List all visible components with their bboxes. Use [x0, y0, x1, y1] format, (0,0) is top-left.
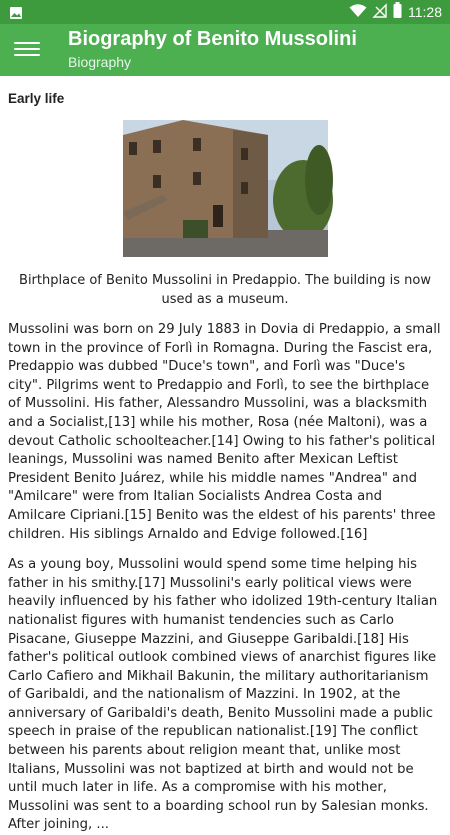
page-title: Biography of Benito Mussolini: [68, 28, 357, 50]
paragraph: Mussolini was born on 29 July 1883 in Dovia di Predappio, a small town in the province of Forlì in Romagna. During the Fascist era, Predappio was dubbed "Duce's town", and Forlì was "Duce's city". Pilgrims went to Predappio and Forlì, to see the birthplace of Mussolini. His father, Alessandro Mussolini, was a blacksmith and a Socialist,[13] while his mother, Rosa (née Maltoni), was a devout Catholic schoolteacher.[14] Owing to his father's political leanings, Mussolini was named Benito after Mexican Leftist President Benito Juárez, while his middle names "Andrea" and "Amilcare" were from Italian Socialists Andrea Costa and Amilcare Cipriani.[15] Benito was the eldest of his parents' three children. His siblings Arnaldo and Edvige followed.[16]: [8, 322, 441, 542]
status-bar: [0, 0, 450, 24]
paragraph: As a young boy, Mussolini would spend some time helping his father in his smithy.[17] Mussolini's early political views were heavily influenced by his father who idolized 19th-century Italian nationalist figures with humanist tendencies such as Carlo Pisacane, Giuseppe Mazzini, and Giuseppe Garibaldi.[18] His father's political outlook combined views of anarchist figures like Carlo Cafiero and Mikhail Bakunin, the military authoritarianism of Garibaldi, and the nationalism of Mazzini. In 1902, at the anniversary of Garibaldi's death, Benito Mussolini made a public speech in praise of the republican nationalist.[19] The conflict between his parents about religion meant that, unlike most Italians, Mussolini was not baptized at birth and would not be until much later in life. As a compromise with his mother, Mussolini was sent to a boarding school run by Salesian monks. After joining, ...: [8, 557, 438, 833]
app-bar: [0, 24, 450, 76]
clock-time: 11:28: [408, 4, 442, 20]
hamburger-menu-icon[interactable]: [14, 38, 40, 62]
wifi-icon: [349, 3, 367, 22]
no-signal-icon: [373, 3, 387, 22]
battery-icon: [393, 2, 402, 22]
image-caption: Birthplace of Benito Mussolini in Predappio. The building is now used as a museum.: [19, 273, 431, 307]
section-heading: Early life: [8, 91, 65, 106]
page-subtitle: Biography: [68, 54, 132, 70]
article-content[interactable]: [0, 76, 450, 833]
birthplace-photo: [123, 120, 328, 257]
image-icon: [9, 5, 23, 24]
figure: [0, 120, 450, 309]
